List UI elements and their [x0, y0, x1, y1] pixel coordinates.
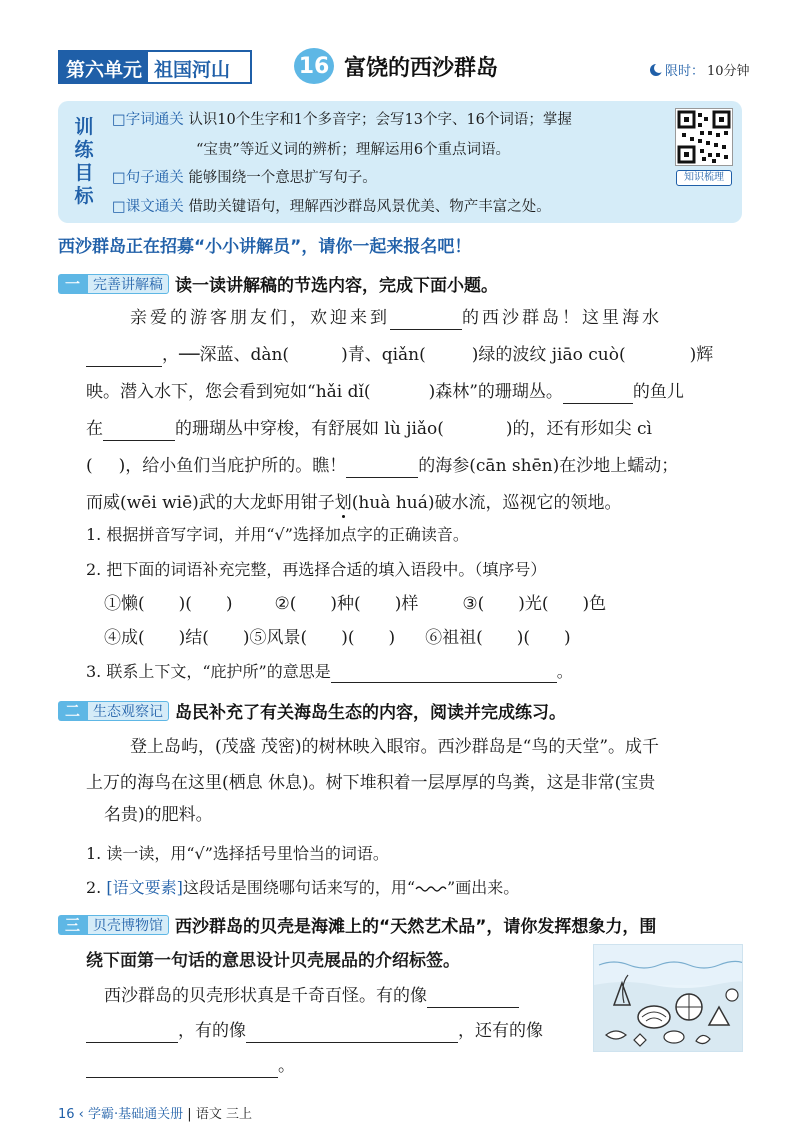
- s1-question-1: 1. 根据拼音写字词，并用“√”选择加点字的正确读音。: [86, 525, 469, 544]
- goals-label: 训 练 目 标: [74, 116, 94, 207]
- section-1-heading: 一 完善讲解稿 读一读讲解稿的节选内容，完成下面小题。: [58, 271, 498, 296]
- section-3-heading: 三 贝壳博物馆 西沙群岛的贝壳是海滩上的“天然艺术品”，请你发挥想象力，围: [58, 912, 656, 937]
- section-3-title-line-2: 绕下面第一句话的意思设计贝壳展品的介绍标签。: [86, 951, 460, 971]
- lesson-title: 富饶的西沙群岛: [344, 56, 499, 81]
- answer-blank[interactable]: [103, 423, 175, 441]
- answer-blank[interactable]: [246, 1025, 458, 1043]
- answer-blank[interactable]: [346, 460, 418, 478]
- s2-question-1: 1. 读一读，用“√”选择括号里恰当的词语。: [86, 844, 389, 863]
- s1-line-1: 亲爱的游客朋友们，欢迎来到 的西沙群岛！这里海水: [130, 308, 662, 328]
- goal-vocabulary-cont: “宝贵”等近义词的辨析；理解运用6个重点词语。: [196, 142, 511, 158]
- s2-para-line-2: 上万的海鸟在这里(栖息 休息)。树下堆积着一层厚厚的鸟粪，这是非常(宝贵: [86, 773, 656, 793]
- dotted-character: 划: [334, 493, 352, 513]
- subject-label: 语文 三上: [195, 1107, 252, 1122]
- page-number: 16: [58, 1107, 75, 1122]
- s2-para-line-3: 名贵)的肥料。: [104, 805, 213, 825]
- time-label: 限时：: [665, 64, 705, 79]
- lesson-number: 16: [294, 48, 334, 84]
- unit-badge: [58, 50, 252, 84]
- answer-blank[interactable]: [427, 990, 519, 1008]
- section-2-heading: 二 生态观察记 岛民补充了有关海岛生态的内容，阅读并完成练习。: [58, 698, 566, 723]
- answer-blank[interactable]: [563, 386, 633, 404]
- unit-name: 祖国河山: [148, 52, 236, 82]
- answer-blank[interactable]: [86, 349, 162, 367]
- answer-blank[interactable]: [390, 312, 462, 330]
- s1-line-5: ( )，给小鱼们当庇护所的。瞧！ 的海参(cān shēn)在沙地上蠕动；: [86, 456, 679, 476]
- language-element-tag: [语文要素]: [106, 878, 183, 897]
- intro-heading: 西沙群岛正在招募“小小讲解员”，请你一起来报名吧！: [58, 237, 472, 257]
- word-row-2: ④成( )结( )⑤风景( )( ) ⑥祖祖( )( ): [104, 628, 571, 648]
- unit-label: 第六单元: [60, 52, 148, 82]
- answer-blank[interactable]: [86, 1025, 178, 1043]
- page-footer: 16 ‹ 学霸·基础通关册 | 语文 三上: [58, 1107, 252, 1122]
- wavy-line-icon: [415, 884, 447, 894]
- qr-code-icon[interactable]: [675, 108, 733, 166]
- goal-vocabulary: □字词通关 认识10个生字和1个多音字；会写13个字、16个词语；掌握: [112, 112, 572, 128]
- s3-line-3: 。: [86, 1054, 295, 1078]
- time-value: 10分钟: [707, 64, 750, 79]
- word-row-1: ①懒( )( ) ②( )种( )样 ③( )光( )色: [104, 594, 607, 614]
- s1-line-3: 映。潜入水下，您会看到宛如“hǎi dǐ( )森林”的珊瑚丛。 的鱼儿: [86, 382, 684, 402]
- s2-question-2: 2. [语文要素]这段话是围绕哪句话来写的，用“ ”画出来。: [86, 878, 520, 897]
- qr-label: 知识梳理: [676, 170, 732, 186]
- goal-sentence: □句子通关 能够围绕一个意思扩写句子。: [112, 170, 377, 186]
- s2-para-line-1: 登上岛屿，(茂盛 茂密)的树林映入眼帘。西沙群岛是“鸟的天堂”。成千: [130, 737, 660, 757]
- s1-question-2: 2. 把下面的词语补充完整，再选择合适的填入语段中。（填序号）: [86, 560, 547, 579]
- s1-line-6: 而威(wēi wiē)武的大龙虾用钳子划(huà huá)破水流，巡视它的领地。: [86, 493, 622, 513]
- s1-line-2: ，──深蓝、dàn( )青、qiǎn( )绿的波纹 jiāo cuò( )辉: [86, 343, 713, 367]
- s3-line-1: 西沙群岛的贝壳形状真是千奇百怪。有的像: [104, 984, 519, 1008]
- s3-line-2: ，有的像 ，还有的像: [86, 1019, 543, 1043]
- book-title: 学霸·基础通关册: [88, 1107, 184, 1122]
- answer-blank[interactable]: [331, 665, 557, 683]
- answer-blank[interactable]: [86, 1060, 278, 1078]
- goal-text: □课文通关 借助关键语句，理解西沙群岛风景优美、物产丰富之处。: [112, 199, 551, 215]
- s1-question-3: 3. 联系上下文，“庇护所”的意思是 。: [86, 662, 573, 681]
- time-limit: [650, 60, 750, 79]
- seashells-illustration: [593, 944, 743, 1052]
- s1-line-4: 在 的珊瑚丛中穿梭，有舒展如 lù jiǎo( )的，还有形如尖 cì: [86, 419, 652, 439]
- clock-icon: [650, 64, 662, 76]
